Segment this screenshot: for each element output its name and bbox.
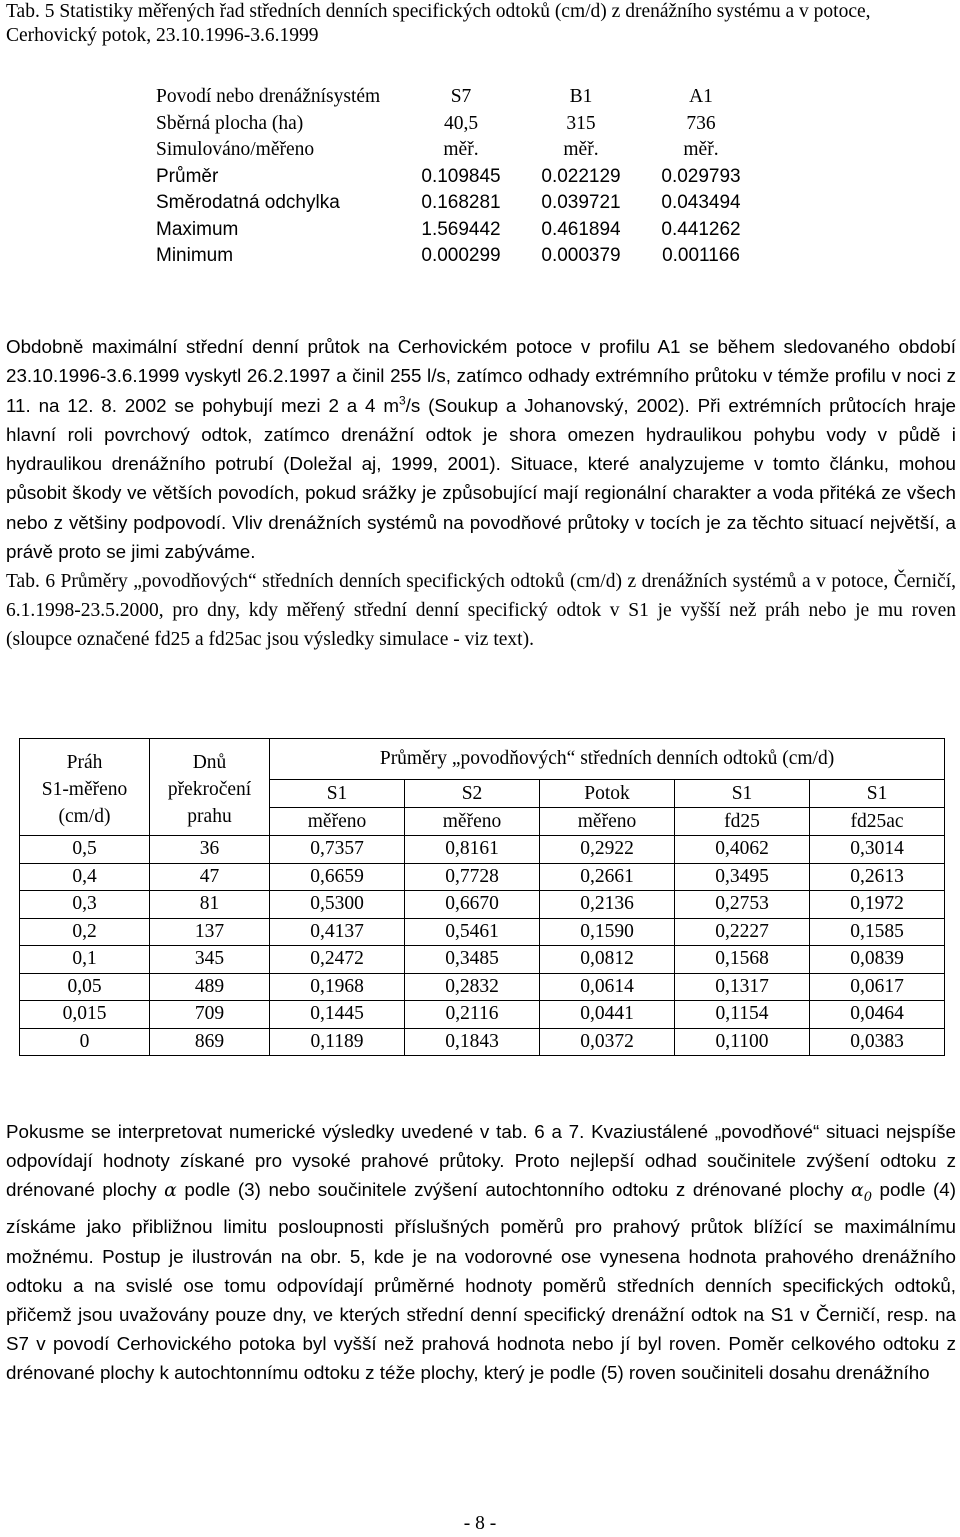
table-header-row	[152, 84, 761, 111]
paragraph-1	[6, 332, 956, 566]
table-cell: 0.109845	[421, 165, 501, 187]
table-cell: 0.029793	[661, 165, 741, 187]
subscript: 0	[863, 1190, 872, 1206]
header-days	[150, 739, 270, 836]
table-row	[20, 891, 945, 919]
table-cell: 709	[150, 1001, 270, 1029]
table-cell: 0,8161	[405, 836, 540, 864]
table-cell: 315	[566, 112, 596, 134]
table-cell: měřeno	[405, 808, 540, 836]
table-cell: 0,2661	[540, 863, 675, 891]
table-row	[152, 137, 761, 164]
header-line: prahu	[187, 806, 232, 827]
table-cell: 0.441262	[661, 218, 741, 240]
table-cell: 81	[150, 891, 270, 919]
table-cell: 0,4062	[675, 836, 810, 864]
table-cell: 345	[150, 946, 270, 974]
table-cell: 0,5300	[270, 891, 405, 919]
table-cell: 0,015	[20, 1001, 150, 1029]
table-cell: 47	[150, 863, 270, 891]
table-cell: 0,2	[20, 918, 150, 946]
table-cell: 0,2227	[675, 918, 810, 946]
table-cell: S1	[675, 780, 810, 808]
table6	[19, 738, 945, 1056]
table-cell: 0,0464	[810, 1001, 945, 1029]
table-cell: 0,1154	[675, 1001, 810, 1029]
table6-caption: Tab. 6 Průměry „povodňových“ středních denních specifických odtoků (cm/d) z drenážních systémů a v potoce, Černičí, 6.1.1998-23.5.2000, pro dny, kdy měřený střední denní specifický odtok v S1 je vyšší než práh nebo je mu roven (sloupce označené fd25 a fd25ac jsou výsledky simulace - viz text).	[6, 571, 956, 650]
table-row	[20, 918, 945, 946]
table-cell: 0,0812	[540, 946, 675, 974]
table-row	[152, 111, 761, 138]
table-row	[20, 1001, 945, 1029]
alpha-zero-symbol: α	[851, 1180, 864, 1202]
table-cell: 0,1843	[405, 1028, 540, 1056]
table-row	[20, 836, 945, 864]
table-cell: 0,1968	[270, 973, 405, 1001]
table-cell: 0.000379	[541, 245, 621, 266]
table-cell: 0,5	[20, 836, 150, 864]
table-row	[152, 243, 761, 270]
table-cell: Minimum	[156, 245, 234, 266]
table5	[152, 84, 761, 270]
table-cell: Povodí nebo drenážnísystém	[156, 86, 381, 108]
table-cell: 0,2136	[540, 891, 675, 919]
table-cell: S2	[405, 780, 540, 808]
table-cell: Průměr	[156, 165, 219, 187]
table-row	[20, 973, 945, 1001]
header-line: S1-měřeno	[41, 779, 128, 800]
table-cell: 0.000299	[421, 245, 501, 266]
table-cell: 0.022129	[541, 165, 621, 187]
table-cell: měřeno	[540, 808, 675, 836]
table-cell: 0,0383	[810, 1028, 945, 1056]
table-cell: Směrodatná odchylka	[156, 192, 340, 213]
table-cell: 0,1585	[810, 918, 945, 946]
table-cell: 0,7728	[405, 863, 540, 891]
table-cell: 489	[150, 973, 270, 1001]
alpha-symbol: α	[164, 1180, 177, 1202]
table-cell: měřeno	[270, 808, 405, 836]
table-cell: 1.569442	[421, 218, 501, 240]
table-cell: Maximum	[156, 218, 239, 240]
paragraph-text: Pokusme se interpretovat numerické výsledky uvedené v tab. 6 a 7. Kvaziustálené „povodňové“ situaci nejspíše odpovídají hodnoty získané pro vysoké prahové průtoky. Proto nejlepší odhad součinitele zvýšení odtoku z drénované plochy	[6, 1121, 956, 1201]
header-line: Práh	[66, 752, 103, 773]
table-cell: 36	[150, 836, 270, 864]
table-cell: 0,7357	[270, 836, 405, 864]
table-cell: 0,05	[20, 973, 150, 1001]
paragraph-text: podle (3) nebo součinitele zvýšení autochtonního odtoku z drénované plochy	[176, 1179, 851, 1201]
table-cell: 0,3014	[810, 836, 945, 864]
header-line: překročení	[167, 779, 252, 800]
table-cell: 0,3	[20, 891, 150, 919]
header-line: (cm/d)	[58, 806, 111, 827]
table-cell: S7	[450, 86, 472, 108]
table-cell: 0,1	[20, 946, 150, 974]
table-cell: měř.	[443, 139, 479, 160]
table-cell: Potok	[540, 780, 675, 808]
table-cell: 0,0441	[540, 1001, 675, 1029]
header-line: Dnů	[192, 752, 227, 773]
table-cell: 869	[150, 1028, 270, 1056]
table-cell: 0,4	[20, 863, 150, 891]
table-cell: Simulováno/měřeno	[156, 139, 315, 160]
table-cell: 0.001166	[662, 245, 740, 266]
table-cell: 40,5	[443, 112, 479, 134]
table-cell: 0,2613	[810, 863, 945, 891]
table-cell: 0,2922	[540, 836, 675, 864]
table-cell: 0,0617	[810, 973, 945, 1001]
table-cell: 0,2832	[405, 973, 540, 1001]
table-cell: fd25ac	[810, 808, 945, 836]
table-cell: A1	[689, 86, 713, 108]
paragraph-text: Obdobně maximální střední denní průtok na Cerhovickém potoce v profilu A1 se během sledovaného období 23.10.1996-3.6.1999 vyskytl 26.2.1997 a činil 255 l/s, zatímco odhady extrémního průtoku v témže profilu v noci z 11. na 12. 8. 2002 se pohybují mezi 2 a 4 m	[6, 336, 956, 416]
header-group: Průměry „povodňových“ středních denních odtoků (cm/d)	[270, 739, 945, 780]
table-cell: S1	[270, 780, 405, 808]
table-cell: 0	[20, 1028, 150, 1056]
table-cell: 0,3495	[675, 863, 810, 891]
table5-caption: Tab. 5 Statistiky měřených řad středních denních specifických odtoků (cm/d) z drenážního systému a v potoce, Cerhovický potok, 23.10.1996-3.6.1999	[6, 1, 871, 46]
table-cell: 0,2753	[675, 891, 810, 919]
paragraph-text: podle (4) získáme jako přibližnou limitu posloupnosti příslušných poměrů pro prahový průtok blížící se maximálnímu možnému. Postup je ilustrován na obr. 5, kde je na vodorovné ose vynesena hodnota prahového drenážního odtoku a na svislé ose tomu odpovídají průměrné hodnoty poměrů středních denních specifických odtoků, přičemž jsou uvažovány pouze dny, ve kterých střední denní specifický drenážní odtok na S1 v Černičí, resp. na S7 v povodí Cerhovického potoka byl vyšší než prahová hodnota nebo jí byl roven. Poměr celkového odtoku z drénované plochy k autochtonnímu odtoku z téže plochy, který je podle (5) roven součiniteli dosahu drenážního	[6, 1179, 956, 1384]
table-cell: 0,4137	[270, 918, 405, 946]
table-cell: 0,1590	[540, 918, 675, 946]
table-cell: měř.	[563, 139, 599, 160]
table-cell: 0,0839	[810, 946, 945, 974]
paragraph-text: /s (Soukup a Johanovský, 2002). Při extrémních průtocích hraje hlavní roli povrchový odtok, zatímco drenážní odtok je shora omezen hydraulikou pohybu vody v půdě i hydraulikou drenážního potrubí (Doležal aj, 1999, 2001). Situace, které analyzujeme v tomto článku, mohou působit škody ve větších povodích, pokud srážky je způsobující mají regionální charakter a voda přitéká ze všech nebo z většiny podpovodí. Vliv drenážních systémů na povodňové průtoky v tocích je za těchto situací největší, a právě proto se jimi zabýváme.	[6, 394, 956, 563]
table-row	[20, 1028, 945, 1056]
table-cell: 0.168281	[421, 192, 501, 213]
table-row	[152, 217, 761, 244]
table-cell: 0.461894	[541, 218, 621, 240]
superscript: 3	[398, 393, 406, 408]
table-cell: 0,1100	[675, 1028, 810, 1056]
page-number: - 8 -	[463, 1513, 497, 1534]
table-cell: B1	[569, 86, 593, 108]
table-row	[20, 863, 945, 891]
header-threshold	[20, 739, 150, 836]
table-cell: 0,3485	[405, 946, 540, 974]
table-cell: fd25	[675, 808, 810, 836]
table-cell: 0,6670	[405, 891, 540, 919]
table-cell: 736	[686, 112, 716, 134]
table-cell: 0,2472	[270, 946, 405, 974]
table-cell: 0,1568	[675, 946, 810, 974]
table-cell: 0,1189	[270, 1028, 405, 1056]
table-header-row	[20, 739, 945, 780]
table-cell: 0,6659	[270, 863, 405, 891]
table-cell: 0,1972	[810, 891, 945, 919]
table-cell: 0,0614	[540, 973, 675, 1001]
table-cell: 0,1317	[675, 973, 810, 1001]
table-cell: 0,5461	[405, 918, 540, 946]
table-row	[20, 946, 945, 974]
table-cell: 0.043494	[661, 192, 741, 213]
table-row	[152, 190, 761, 217]
table-cell: 0,1445	[270, 1001, 405, 1029]
table-cell: 0,2116	[405, 1001, 540, 1029]
table-cell: S1	[810, 780, 945, 808]
table-cell: 0,0372	[540, 1028, 675, 1056]
table-cell: 0.039721	[541, 192, 621, 213]
table-cell: Sběrná plocha (ha)	[156, 112, 304, 134]
table-cell: 137	[150, 918, 270, 946]
paragraph-3	[6, 1117, 956, 1388]
table-row	[152, 164, 761, 191]
table-cell: měř.	[683, 139, 719, 160]
